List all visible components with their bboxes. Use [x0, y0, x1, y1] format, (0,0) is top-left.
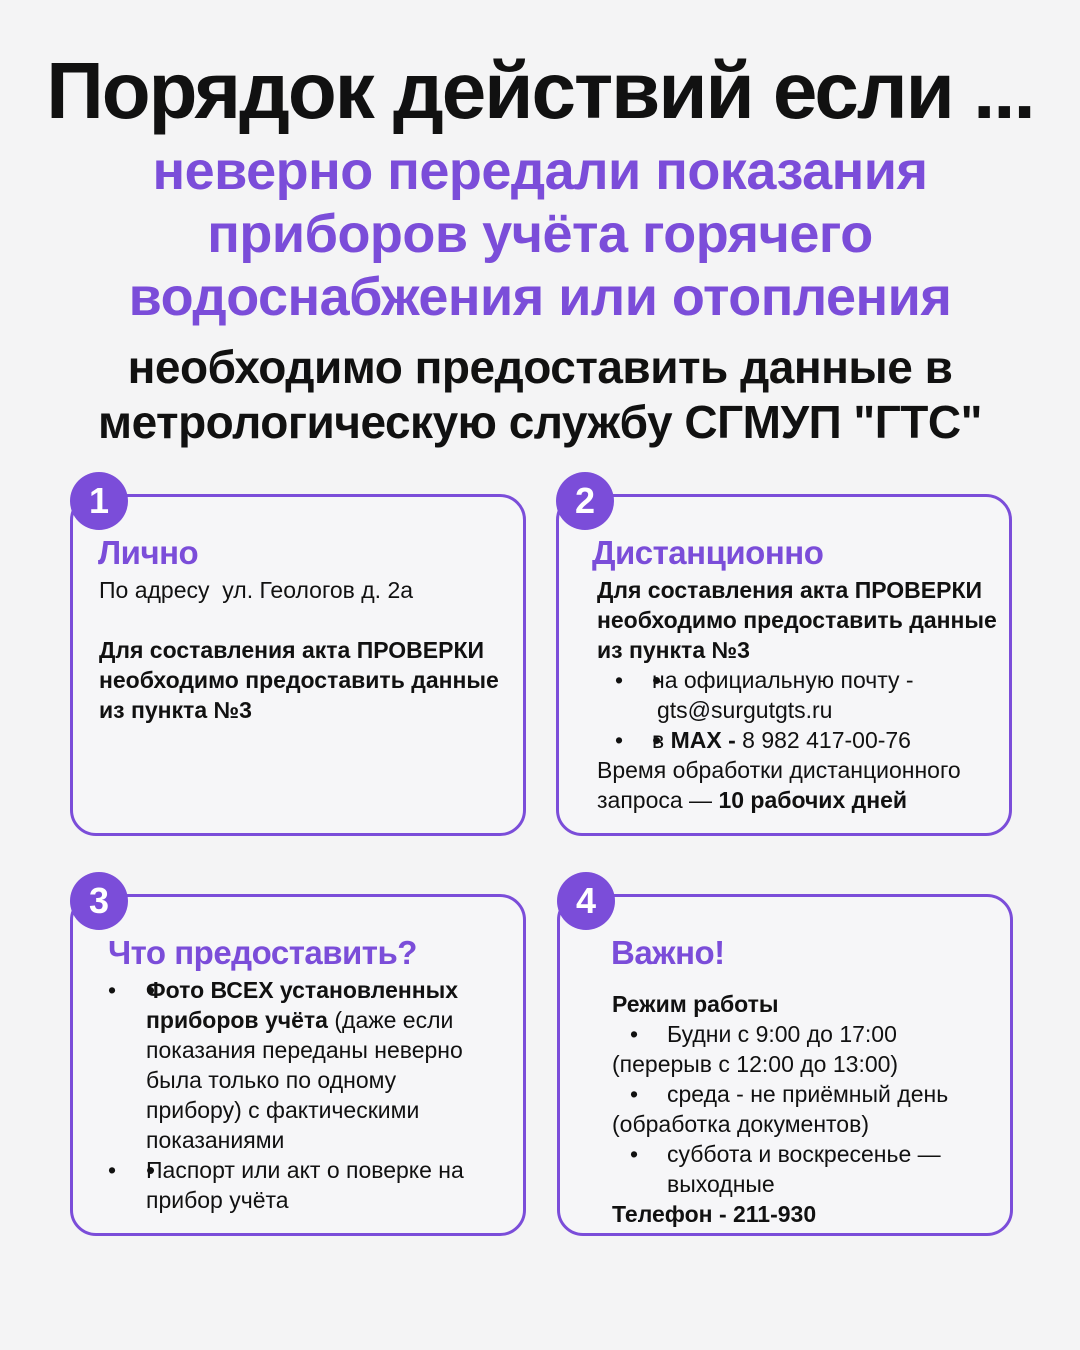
step-number-badge: 2	[556, 472, 614, 530]
email-label: на официальную почту -	[652, 667, 914, 693]
list-item: • • на официальную почту - gts@surgutgts.ru	[597, 665, 1007, 725]
item-bold: Фото ВСЕХ установленных	[146, 977, 459, 1003]
card-title: Что предоставить?	[108, 934, 417, 971]
card-body	[612, 989, 1007, 1229]
max-prefix: в	[652, 727, 665, 753]
subtitle-line: приборов учёта горячего	[207, 204, 873, 264]
email-link[interactable]: gts@surgutgts.ru	[657, 697, 833, 723]
list-item: • суббота и воскресенье — выходные	[630, 1141, 941, 1197]
act-line: Для составления акта ПРОВЕРКИ	[597, 577, 983, 603]
card-title: Дистанционно	[592, 534, 824, 571]
lead-text	[0, 340, 1080, 450]
act-line: необходимо предоставить данные	[597, 607, 997, 633]
list-item: • • в MAX - 8 982 417-00-76	[597, 725, 1007, 755]
address-value: ул. Геологов д. 2а	[222, 577, 414, 603]
processing-time-line: Время обработки дистанционного	[597, 757, 961, 783]
card-body	[597, 575, 1007, 815]
wednesday-note: (обработка документов)	[612, 1111, 869, 1137]
card-title: Важно!	[611, 934, 725, 971]
card-body	[104, 975, 524, 1215]
list-item: • Будни с 9:00 до 17:00	[630, 1021, 897, 1047]
act-line: Для составления акта ПРОВЕРКИ	[99, 637, 485, 663]
step-number-badge: 3	[70, 872, 128, 930]
lead-line: необходимо предоставить данные в	[127, 341, 953, 393]
card-title: Лично	[98, 534, 199, 571]
page-title: Порядок действий если ...	[46, 46, 1034, 135]
list-item: • • Фото ВСЕХ установленных приборов учёта (даже если показания переданы неверно была только по одному прибору) с фактическими показаниями	[104, 975, 524, 1155]
max-label: MAX -	[670, 727, 736, 753]
step-number-badge: 4	[557, 872, 615, 930]
act-line: необходимо предоставить данные	[99, 667, 499, 693]
act-line: из пункта №3	[99, 697, 252, 723]
phone-line[interactable]: Телефон - 211-930	[612, 1201, 817, 1227]
lead-line: метрологическую службу СГМУП "ГТС"	[98, 396, 982, 448]
list-item: • • Паспорт или акт о поверке на прибор учёта	[104, 1155, 524, 1215]
page-subtitle	[0, 140, 1080, 329]
list-item: • среда - не приёмный день	[630, 1081, 949, 1107]
break-line: (перерыв с 12:00 до 13:00)	[612, 1051, 899, 1077]
subtitle-line: водоснабжения или отопления	[128, 267, 952, 327]
address-label: По адресу	[99, 577, 210, 603]
processing-time-value: 10 рабочих дней	[718, 787, 908, 813]
step-number-badge: 1	[70, 472, 128, 530]
item-bold: приборов учёта	[146, 1007, 328, 1033]
act-line: из пункта №3	[597, 637, 750, 663]
card-body	[99, 575, 519, 725]
schedule-label: Режим работы	[612, 991, 779, 1017]
subtitle-line: неверно передали показания	[152, 141, 928, 201]
max-phone[interactable]: 8 982 417-00-76	[742, 727, 911, 753]
address-line	[99, 575, 519, 605]
processing-time-line: запроса — 10 рабочих дней	[597, 787, 908, 813]
